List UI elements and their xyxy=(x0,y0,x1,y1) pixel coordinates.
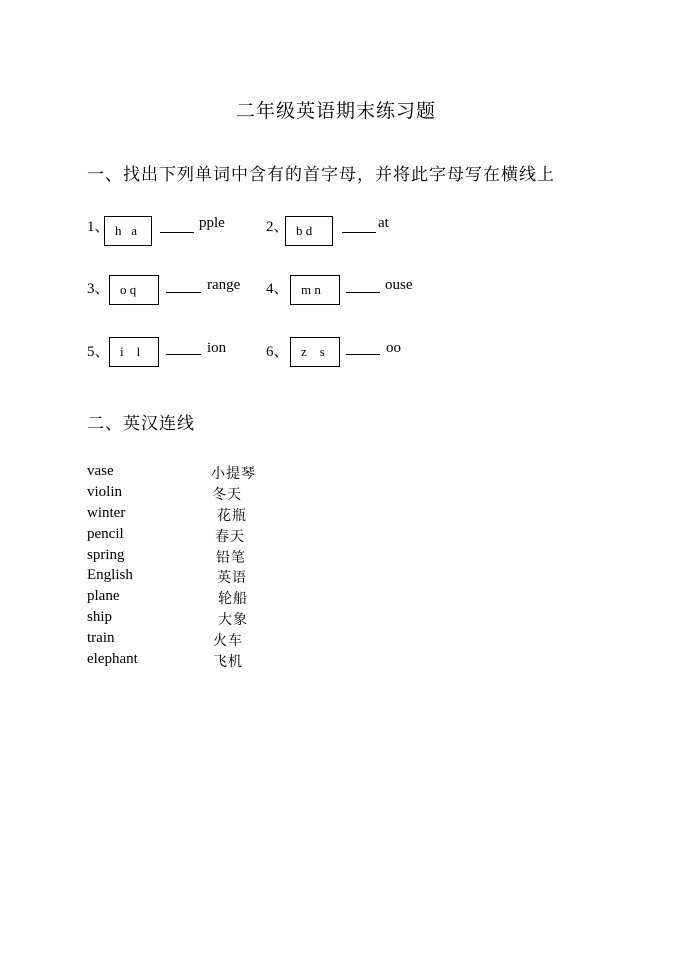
english-word[interactable]: spring xyxy=(87,547,125,563)
letter-options-box: m n xyxy=(290,275,340,305)
word-suffix: range xyxy=(207,277,241,293)
word-suffix: ouse xyxy=(385,277,413,293)
letter-options-box: h a xyxy=(104,216,152,246)
english-word[interactable]: pencil xyxy=(87,526,124,542)
chinese-word[interactable]: 铅笔 xyxy=(216,550,246,566)
question-number: 5、 xyxy=(87,344,110,360)
english-word[interactable]: English xyxy=(87,567,133,583)
page-title: 二年级英语期末练习题 xyxy=(236,100,437,122)
letter-options-box: z s xyxy=(290,337,340,367)
chinese-word[interactable]: 飞机 xyxy=(213,654,243,670)
word-suffix: at xyxy=(378,215,389,231)
letter-options-box: b d xyxy=(285,216,333,246)
english-word[interactable]: train xyxy=(87,630,115,646)
answer-blank[interactable] xyxy=(160,232,194,233)
english-word[interactable]: winter xyxy=(87,505,126,521)
english-word[interactable]: elephant xyxy=(87,651,138,667)
chinese-word[interactable]: 春天 xyxy=(215,529,245,545)
answer-blank[interactable] xyxy=(166,292,201,293)
question-number: 6、 xyxy=(266,344,289,360)
chinese-word[interactable]: 轮船 xyxy=(218,591,248,607)
letter-options-box: i l xyxy=(109,337,159,367)
question-number: 4、 xyxy=(266,281,289,297)
section-1-heading: 一、找出下列单词中含有的首字母，并将此字母写在横线上 xyxy=(87,165,555,185)
chinese-word[interactable]: 火车 xyxy=(213,633,243,649)
word-suffix: ion xyxy=(207,340,227,356)
answer-blank[interactable] xyxy=(346,292,380,293)
question-number: 3、 xyxy=(87,281,110,297)
chinese-word[interactable]: 小提琴 xyxy=(211,466,256,482)
english-word[interactable]: violin xyxy=(87,484,123,500)
letter-options-box: o q xyxy=(109,275,159,305)
answer-blank[interactable] xyxy=(342,232,376,233)
chinese-word[interactable]: 花瓶 xyxy=(217,508,247,524)
chinese-word[interactable]: 冬天 xyxy=(212,487,242,503)
english-word[interactable]: plane xyxy=(87,588,120,604)
english-word[interactable]: vase xyxy=(87,463,114,479)
english-word[interactable]: ship xyxy=(87,609,113,625)
section-2-heading: 二、英汉连线 xyxy=(87,414,195,434)
chinese-word[interactable]: 英语 xyxy=(217,570,247,586)
word-suffix: oo xyxy=(386,340,401,356)
chinese-word[interactable]: 大象 xyxy=(218,612,248,628)
question-number: 1、 xyxy=(87,219,110,235)
word-suffix: pple xyxy=(199,215,225,231)
answer-blank[interactable] xyxy=(346,354,380,355)
question-number: 2、 xyxy=(266,219,289,235)
answer-blank[interactable] xyxy=(166,354,201,355)
